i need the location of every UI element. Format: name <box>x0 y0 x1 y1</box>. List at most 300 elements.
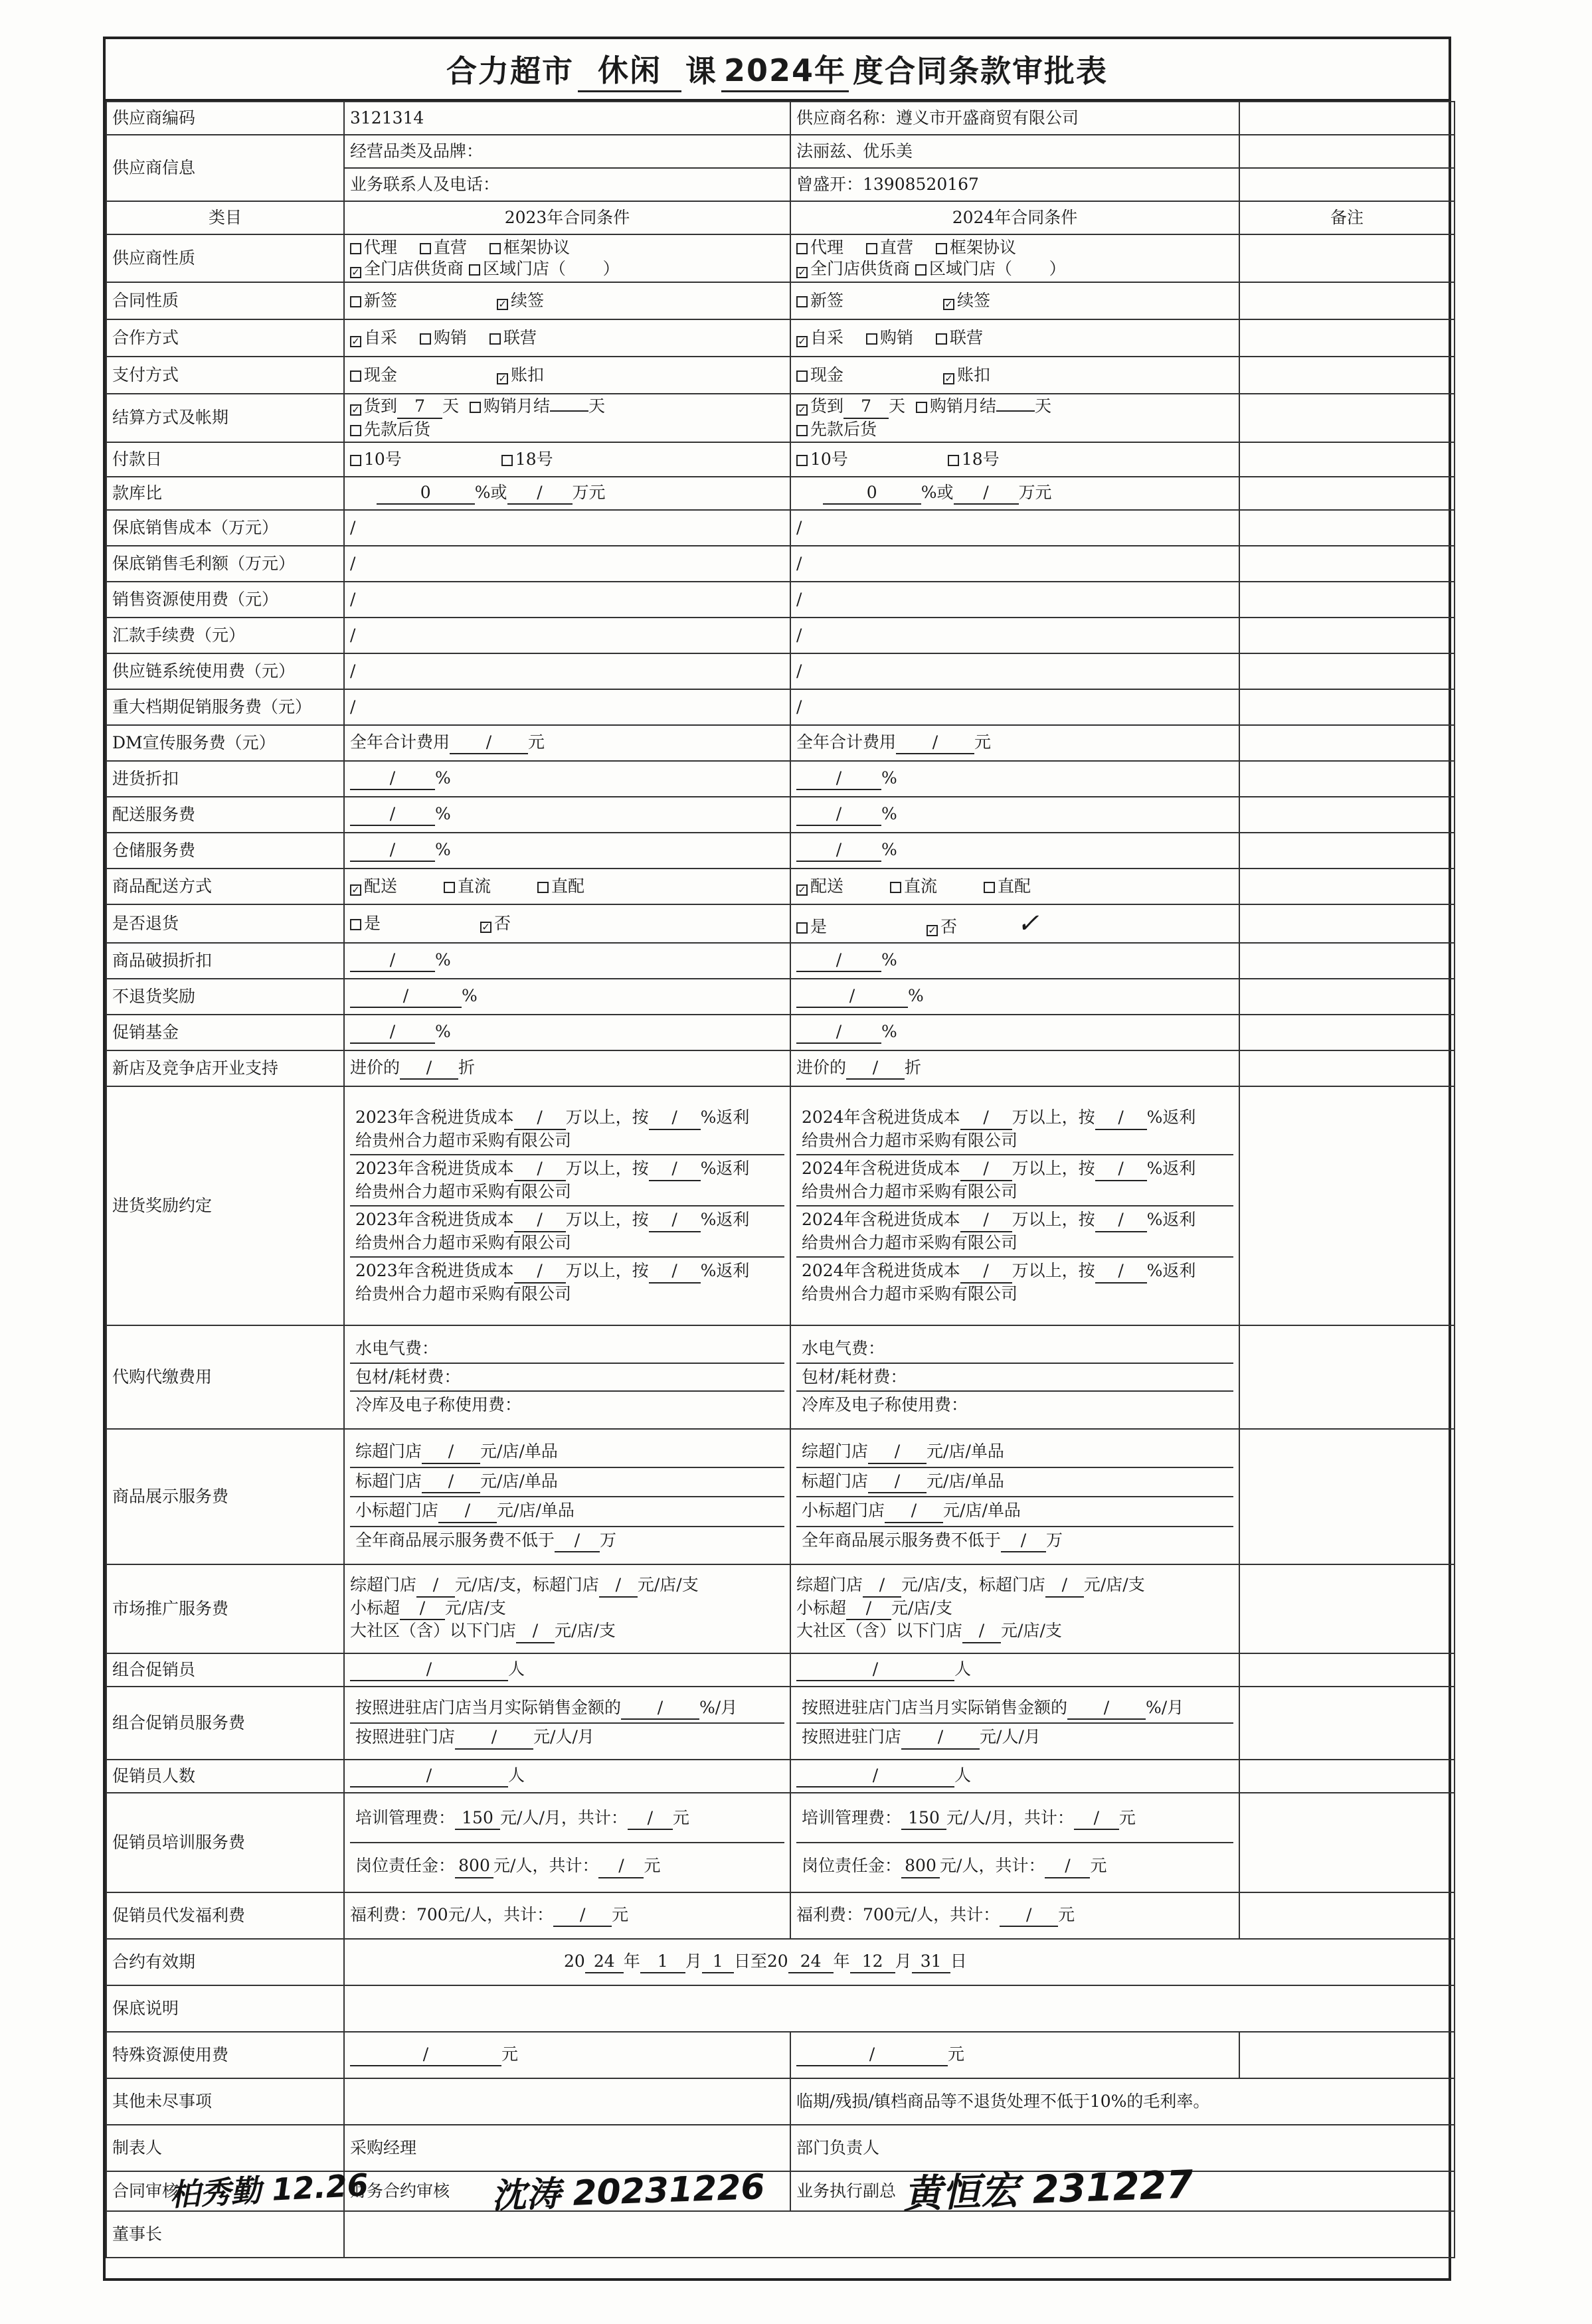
text-opts-xinqian: 新签 <box>364 290 398 310</box>
text-vals-reward-b: 万以上，按 <box>565 1210 649 1229</box>
text-vals-v-24: 24 <box>585 1951 624 1974</box>
text-vals-slash: / <box>438 1500 497 1523</box>
checkbox[interactable] <box>350 296 361 307</box>
text-title-prefix: 合力超市 <box>446 53 574 89</box>
text-vals-reward-d: 给贵州合力超市采购有限公司 <box>355 1232 572 1252</box>
text-vals-slash: / <box>790 653 1239 689</box>
checkbox[interactable] <box>350 371 361 382</box>
text-vals-slash: / <box>598 1855 644 1878</box>
text-vals-slash: / <box>863 1574 901 1598</box>
text-vals-slash: / <box>885 1500 943 1523</box>
text-opts-xianjin: 现金 <box>810 365 844 384</box>
text-opts-xiankuan: 先款后货 <box>364 419 431 439</box>
text-opts-peisong: 配送 <box>364 876 398 896</box>
text-vals-cold: 冷库及电子称使用费： <box>355 1395 522 1415</box>
text-vals-reward-2024-a: 2024年含税进货成本 <box>802 1108 960 1127</box>
text-vals-mk-dashequ: 大社区（含）以下门店 <box>796 1621 963 1641</box>
text-vals-deposit: 岗位责任金： <box>802 1856 902 1875</box>
text-opts-lianying: 联营 <box>503 327 537 347</box>
text-vals-slash: / <box>350 950 435 973</box>
checkbox-checked[interactable]: ✓ <box>350 404 361 416</box>
col-item: 类目 <box>106 201 344 234</box>
nature-2023 <box>344 234 790 282</box>
text-vals-zongchao: 综超门店 <box>355 1442 422 1461</box>
text-title-year: 2024年 <box>721 46 849 92</box>
text-vals-utility: 水电气费： <box>796 1335 1233 1364</box>
text-vals-v-24: 24 <box>788 1951 834 1974</box>
checkbox[interactable] <box>796 243 808 254</box>
text-vals-slash: / <box>796 839 881 863</box>
text-rows-storage-fee: 仓储服务费 <box>106 833 344 869</box>
checkbox-checked[interactable]: ✓ <box>943 373 954 384</box>
text-vals-reward-b: 万以上，按 <box>1012 1159 1095 1178</box>
text-vals-slash: / <box>960 1260 1012 1284</box>
text-vals-per-person: 元/人/月，共计： <box>946 1807 1074 1827</box>
text-vals-wan: 万 <box>1046 1530 1063 1550</box>
checkbox-checked[interactable]: ✓ <box>497 373 508 384</box>
text-vals-deposit-unit: 元/人，共计： <box>940 1856 1045 1875</box>
text-vals-per-store-stick: 元/店/支 <box>637 1575 699 1595</box>
signature-purchase-manager: 沈涛 20231226 <box>491 2167 766 2217</box>
text-rows-display: 商品展示服务费 <box>106 1429 344 1564</box>
text-vals-slash: / <box>1095 1158 1147 1181</box>
text-vals-yuan: 元 <box>612 1904 629 1924</box>
form-title <box>106 39 1449 101</box>
text-vals-slash: / <box>901 1726 980 1750</box>
text-vals-zhe: 折 <box>905 1057 922 1077</box>
text-vals-reward-d: 给贵州合力超市采购有限公司 <box>355 1284 572 1303</box>
text-rows-major-promo: 重大档期促销服务费（元） <box>106 689 344 725</box>
text-opts-hao18: 18号 <box>515 449 553 469</box>
checkbox[interactable] <box>796 296 808 307</box>
col-2024: 2024年合同条件 <box>790 201 1239 234</box>
text-vals-mk-xiaobiao: 小标超 <box>350 1598 400 1618</box>
text-vals-per-store-sku: 元/店/单品 <box>497 1501 575 1520</box>
text-vals-slash: / <box>350 985 462 1009</box>
checkbox-checked[interactable]: ✓ <box>927 925 938 936</box>
reward-2023 <box>344 1086 790 1325</box>
text-rows-validity: 合约有效期 <box>106 1939 344 1985</box>
text-vals-slash: / <box>344 582 790 618</box>
form-table <box>106 101 1455 2258</box>
text-vals-training-amt: 150 <box>901 1807 946 1831</box>
text-opts-hao10: 10号 <box>364 449 402 469</box>
checkbox-checked[interactable]: ✓ <box>796 884 808 896</box>
text-vals-slash: / <box>416 1574 455 1598</box>
text-opts-xiankuan: 先款后货 <box>810 419 877 439</box>
text-opts-close-paren: ） <box>1049 259 1066 278</box>
text-opts-daili: 代理 <box>364 237 398 257</box>
checkbox[interactable] <box>948 455 959 466</box>
text-opts-kuangjia: 框架协议 <box>503 237 571 257</box>
handwritten-check-mark: ✓ <box>1017 908 1039 939</box>
text-vals-jinjia: 进价的 <box>350 1057 400 1077</box>
text-vals-yuan: 元 <box>1058 1904 1075 1924</box>
text-vals-reward-d: 给贵州合力超市采购有限公司 <box>802 1232 1018 1252</box>
text-vals-xiaobiao: 小标超门店 <box>355 1501 439 1520</box>
text-opts-gouxiaoyuejie: 购销月结 <box>930 396 997 416</box>
text-vals-packaging: 包材/耗材费： <box>350 1364 784 1392</box>
text-vals-slash: / <box>344 618 790 653</box>
text-vals-slash: / <box>514 1107 566 1130</box>
text-vals-reward-c: %返利 <box>1146 1159 1196 1178</box>
checkbox[interactable] <box>866 333 877 345</box>
text-vals-slash: / <box>350 803 435 827</box>
text-vals-per-store-sku: 元/店/单品 <box>480 1471 558 1491</box>
text-vals-slash: / <box>1095 1209 1147 1232</box>
text-vals-slash: / <box>1045 1855 1090 1878</box>
text-vals-slash: / <box>790 618 1239 653</box>
text-opts-zicai: 自采 <box>364 327 398 347</box>
text-opts-zhangkou: 账扣 <box>957 365 991 384</box>
checkbox[interactable] <box>866 243 877 254</box>
text-vals-cold: 冷库及电子称使用费： <box>802 1395 968 1415</box>
text-vals-yuan: 元 <box>948 2044 965 2064</box>
text-vals-slash: / <box>868 1441 927 1464</box>
text-vals-slash: / <box>962 1620 1001 1643</box>
text-vals-reward-2023-a: 2023年含税进货成本 <box>355 1108 514 1127</box>
text-vals-slash: / <box>514 1260 566 1284</box>
text-opts-shi: 是 <box>364 913 381 933</box>
text-rows-chairman: 董事长 <box>106 2211 344 2258</box>
checkbox-checked[interactable]: ✓ <box>796 336 808 347</box>
checkbox[interactable] <box>350 243 361 254</box>
text-title-middle: 课 <box>685 53 717 89</box>
checkbox[interactable] <box>420 243 431 254</box>
text-vals-slash: / <box>960 1107 1012 1130</box>
text-opts-tian: 天 <box>588 396 606 416</box>
text-vals-reward-d: 给贵州合力超市采购有限公司 <box>802 1284 1018 1303</box>
text-opts-quyu: 区域门店（ <box>929 259 1012 278</box>
text-opts-zhiliu: 直流 <box>458 876 491 896</box>
signature-maker: 柏秀勤 12.26 <box>168 2167 369 2213</box>
text-vals-slash: / <box>516 1620 555 1643</box>
text-vals-reward-2024-a: 2024年含税进货成本 <box>802 1210 960 1229</box>
text-vals-slash: / <box>796 1021 881 1044</box>
text-header-brand-label: 经营品类及品牌： <box>344 135 790 168</box>
text-vals-ren: 人 <box>508 1765 525 1785</box>
checkbox[interactable] <box>469 264 480 276</box>
text-rows-combo-promoter: 组合促销员 <box>106 1653 344 1687</box>
text-rows-purchase-mgr: 采购经理 <box>344 2125 790 2171</box>
checkbox[interactable] <box>470 402 481 413</box>
text-vals-jinjia: 进价的 <box>796 1057 847 1077</box>
text-vals-per-store-sku: 元/店/单品 <box>480 1442 558 1461</box>
text-vals-pct: % <box>881 950 897 969</box>
text-vals-reward-2024-a: 2024年含税进货成本 <box>802 1261 960 1280</box>
text-vals-training-amt: 150 <box>455 1807 500 1831</box>
text-opts-huodao: 货到 <box>364 396 398 416</box>
text-rows-guarantee-note: 保底说明 <box>106 1985 344 2032</box>
contact-value: 曾盛开：13908520167 <box>790 168 1239 201</box>
checkbox[interactable] <box>796 922 808 934</box>
checkbox[interactable] <box>350 455 361 466</box>
text-opts-zhipei: 直配 <box>551 876 585 896</box>
text-rows-delivery-fee: 配送服务费 <box>106 797 344 833</box>
text-opts-zhiying: 直营 <box>880 237 914 257</box>
text-vals-pct: % <box>435 950 451 969</box>
text-opts-quyu: 区域门店（ <box>482 259 566 278</box>
text-vals-training: 培训管理费： <box>802 1807 902 1827</box>
text-vals-reward-2023-a: 2023年含税进货成本 <box>355 1210 514 1229</box>
text-rows-special-resource: 特殊资源使用费 <box>106 2032 344 2078</box>
text-vals-pct: % <box>881 1021 897 1041</box>
text-vals-ren: 人 <box>508 1659 525 1679</box>
text-vals-pct: % <box>881 768 897 788</box>
text-rows-contract-review: 合同审核 <box>106 2171 344 2211</box>
text-vals-v-yue: 月 <box>685 1951 702 1971</box>
text-vals-slash: / <box>1001 1530 1046 1553</box>
other-terms-2024: 临期/残损/镇档商品等不退货处理不低于10%的毛利率。 <box>790 2078 1455 2125</box>
text-vals-zhe: 折 <box>458 1057 476 1077</box>
text-vals-slash: / <box>649 1260 701 1284</box>
text-rows-maker: 制表人 <box>106 2125 344 2171</box>
supplier-info-label: 供应商信息 <box>106 135 344 201</box>
text-vals-pct: % <box>462 985 478 1005</box>
text-vals-slash: / <box>790 546 1239 582</box>
text-vals-reward-d: 给贵州合力超市采购有限公司 <box>355 1181 572 1201</box>
text-vals-reward-d: 给贵州合力超市采购有限公司 <box>355 1130 572 1150</box>
text-vals-reward-b: 万以上，按 <box>1012 1108 1095 1127</box>
contract-approval-form <box>103 37 1451 2281</box>
text-rows-combo-promoter-fee: 组合促销员服务费 <box>106 1687 344 1760</box>
text-vals-biaochao: 标超门店 <box>802 1471 869 1491</box>
text-vals-reward-c: %返利 <box>700 1210 750 1229</box>
text-vals-wan: 万 <box>600 1530 617 1550</box>
text-opts-zhangkou: 账扣 <box>511 365 545 384</box>
text-rows-exec-vp: 业务执行副总 <box>790 2171 1455 2211</box>
text-rows-promo-fund: 促销基金 <box>106 1015 344 1050</box>
text-opts-quanmendian: 全门店供货商 <box>810 259 911 278</box>
text-vals-mk-zongchao: 综超门店 <box>796 1575 863 1595</box>
text-vals-slash: / <box>649 1107 701 1130</box>
text-vals-mk-biao: 元/店/支，标超门店 <box>455 1575 599 1595</box>
text-opts-peisong: 配送 <box>810 876 844 896</box>
text-rows-no-return-reward: 不退货奖励 <box>106 979 344 1015</box>
text-vals-slash: / <box>350 1659 508 1682</box>
checkbox[interactable] <box>915 264 927 276</box>
text-opts-quanmendian: 全门店供货商 <box>364 259 464 278</box>
text-rows-scm-fee: 供应链系统使用费（元） <box>106 653 344 689</box>
text-rows-dm: DM宣传服务费（元） <box>106 725 344 761</box>
text-vals-per-store-stick: 元/店/支 <box>445 1598 506 1618</box>
text-vals-yuan: 元 <box>672 1807 689 1827</box>
text-vals-slash: / <box>796 2044 948 2067</box>
checkbox[interactable] <box>984 882 995 893</box>
nature-2024 <box>790 234 1239 282</box>
text-vals-slash: / <box>796 985 908 1009</box>
text-rows-pay: 支付方式 <box>106 357 344 394</box>
text-vals-slash: / <box>400 1598 445 1621</box>
text-vals-reward-2024-a: 2024年含税进货成本 <box>802 1159 960 1178</box>
text-opts-daili: 代理 <box>810 237 844 257</box>
text-vals-slash: / <box>455 1726 533 1750</box>
text-vals-utility: 水电气费： <box>350 1335 784 1364</box>
checkbox[interactable] <box>350 919 361 930</box>
text-vals-slash: / <box>400 1057 458 1080</box>
text-vals-pct-or: %或 <box>474 482 507 502</box>
text-vals-v-nian: 年 <box>833 1951 850 1971</box>
text-rows-other: 其他未尽事项 <box>106 2078 344 2125</box>
checkbox[interactable] <box>444 882 455 893</box>
text-vals-reward-d: 给贵州合力超市采购有限公司 <box>802 1130 1018 1150</box>
text-vals-per-store-stick: 元/店/支 <box>555 1621 616 1641</box>
text-vals-slash: / <box>649 1158 701 1181</box>
text-vals-reward-c: %返利 <box>1146 1210 1196 1229</box>
checkbox-checked[interactable]: ✓ <box>796 267 808 278</box>
text-rows-reward: 进货奖励约定 <box>106 1086 344 1325</box>
text-vals-slash: / <box>960 1158 1012 1181</box>
text-vals-deposit-amt: 800 <box>901 1855 940 1878</box>
text-opts-xianjin: 现金 <box>364 365 398 384</box>
text-vals-reward-c: %返利 <box>700 1159 750 1178</box>
text-vals-welfare: 福利费：700元/人，共计： <box>796 1904 1000 1924</box>
text-vals-slash: / <box>1045 1574 1084 1598</box>
checkbox[interactable] <box>936 243 947 254</box>
text-vals-slash: / <box>1095 1260 1147 1284</box>
text-vals-per-store-sku: 元/店/单品 <box>927 1442 1004 1461</box>
checkbox[interactable] <box>489 333 501 345</box>
text-vals-zero: 0 <box>823 482 921 505</box>
text-vals-slash: / <box>344 689 790 725</box>
text-vals-reward-c: %返利 <box>700 1261 750 1280</box>
text-vals-v-nian: 年 <box>623 1951 640 1971</box>
text-vals-xiaobiao: 小标超门店 <box>802 1501 885 1520</box>
text-vals-per-store-stick: 元/店/支 <box>1083 1575 1145 1595</box>
text-vals-slash: / <box>422 1471 480 1494</box>
text-vals-annual-display: 全年商品展示服务费不低于 <box>802 1530 1002 1550</box>
text-vals-reward-c: %返利 <box>1146 1261 1196 1280</box>
text-vals-slash: / <box>514 1209 566 1232</box>
text-vals-pct: % <box>881 839 897 859</box>
checkbox[interactable] <box>796 455 808 466</box>
text-vals-pct: % <box>435 839 451 859</box>
checkbox[interactable] <box>916 402 927 413</box>
text-vals-reward-d: 给贵州合力超市采购有限公司 <box>802 1181 1018 1201</box>
text-vals-slash: / <box>1074 1807 1119 1831</box>
text-vals-ren: 人 <box>954 1659 972 1679</box>
checkbox[interactable] <box>350 425 361 436</box>
checkbox-checked[interactable]: ✓ <box>497 299 508 310</box>
text-rows-remit-fee: 汇款手续费（元） <box>106 618 344 653</box>
checkbox[interactable] <box>501 455 513 466</box>
checkbox-checked[interactable]: ✓ <box>943 299 954 310</box>
text-vals-annual-total: 全年合计费用 <box>796 732 897 752</box>
text-opts-tian: 天 <box>442 396 460 416</box>
text-opts-zicai: 自采 <box>810 327 844 347</box>
checkbox[interactable] <box>796 371 808 382</box>
checkbox-checked[interactable]: ✓ <box>480 922 491 933</box>
text-rows-resource-fee: 销售资源使用费（元） <box>106 582 344 618</box>
text-rows-promoter-count: 促销员人数 <box>106 1760 344 1793</box>
checkbox[interactable] <box>890 882 901 893</box>
text-vals-slash: / <box>868 1471 927 1494</box>
signature-department-head: 黄恒宏 231227 <box>903 2161 1194 2217</box>
checkbox-checked[interactable]: ✓ <box>350 267 361 278</box>
text-rows-new-store: 新店及竞争店开业支持 <box>106 1050 344 1086</box>
text-opts-gouxiao: 购销 <box>880 327 914 347</box>
text-opts-kuangjia: 框架协议 <box>950 237 1017 257</box>
checkbox[interactable] <box>420 333 431 345</box>
text-vals-yuan: 元 <box>644 1856 661 1875</box>
text-vals-v-31: 31 <box>912 1951 950 1974</box>
text-vals-reward-b: 万以上，按 <box>565 1108 649 1127</box>
text-vals-slash: / <box>790 582 1239 618</box>
text-vals-mk-biao: 元/店/支，标超门店 <box>901 1575 1045 1595</box>
text-vals-wanyuan: 万元 <box>572 482 606 502</box>
text-rows-dept-head: 部门负责人 <box>790 2125 1455 2171</box>
text-opts-zhiying: 直营 <box>434 237 468 257</box>
text-vals-wanyuan: 万元 <box>1018 482 1052 502</box>
checkbox-checked[interactable]: ✓ <box>350 884 361 896</box>
col-2023: 2023年合同条件 <box>344 201 790 234</box>
checkbox-checked[interactable]: ✓ <box>350 336 361 347</box>
text-vals-deposit-unit: 元/人，共计： <box>493 1856 599 1875</box>
text-rows-damage: 商品破损折扣 <box>106 943 344 979</box>
checkbox[interactable] <box>796 425 808 436</box>
text-vals-deposit-amt: 800 <box>455 1855 493 1878</box>
text-opts-fou: 否 <box>940 917 958 936</box>
text-vals-mk-dashequ: 大社区（含）以下门店 <box>350 1621 517 1641</box>
text-vals-combo-by-store: 按照进驻门店 <box>802 1727 902 1746</box>
text-vals-per-store-stick: 元/店/支 <box>891 1598 952 1618</box>
text-vals-per-person: 元/人/月，共计： <box>500 1807 628 1827</box>
checkbox[interactable] <box>537 882 549 893</box>
text-vals-slash: / <box>796 1659 954 1682</box>
text-vals-yuan: 元 <box>501 2044 519 2064</box>
brand-value: 法丽兹、优乐美 <box>790 135 1239 168</box>
text-vals-slash: / <box>846 1057 905 1080</box>
text-vals-packaging: 包材/耗材费： <box>796 1364 1233 1392</box>
text-rows-payday: 付款日 <box>106 442 344 477</box>
checkbox[interactable] <box>489 243 501 254</box>
checkbox-checked[interactable]: ✓ <box>796 404 808 416</box>
text-vals-combo-by-sales: 按照进驻店门店当月实际销售金额的 <box>355 1697 622 1717</box>
text-vals-pct: % <box>435 1021 451 1041</box>
text-rows-delivery-mode: 商品配送方式 <box>106 869 344 904</box>
text-vals-slash: / <box>796 768 881 791</box>
text-vals-slash: / <box>1067 1697 1146 1720</box>
text-opts-lianying: 联营 <box>950 327 984 347</box>
text-vals-pct: % <box>881 803 897 823</box>
text-opts-huodao: 货到 <box>810 396 844 416</box>
text-opts-xuqian: 续签 <box>511 290 545 310</box>
text-vals-yuan: 元 <box>528 732 545 752</box>
text-vals-v-20: 20 <box>564 1951 585 1971</box>
text-vals-slash: / <box>350 1021 435 1044</box>
text-vals-slash: / <box>1095 1107 1147 1130</box>
supplier-name: 供应商名称：遵义市开盛商贸有限公司 <box>790 102 1239 135</box>
text-vals-slash: / <box>350 839 435 863</box>
text-vals-slash: / <box>450 732 528 755</box>
text-vals-days: 7 <box>397 396 442 419</box>
text-vals-annual-total: 全年合计费用 <box>350 732 450 752</box>
text-vals-slash: / <box>344 510 790 546</box>
text-vals-slash: / <box>796 803 881 827</box>
text-vals-v-1: 1 <box>640 1951 685 1974</box>
text-opts-zhipei: 直配 <box>998 876 1031 896</box>
text-vals-slash: / <box>960 1209 1012 1232</box>
text-rows-guarantee-margin: 保底销售毛利额（万元） <box>106 546 344 582</box>
text-rows-promoter-welfare: 促销员代发福利费 <box>106 1892 344 1939</box>
text-vals-slash: / <box>790 689 1239 725</box>
text-vals-v-yue: 月 <box>895 1951 912 1971</box>
text-vals-combo-by-sales: 按照进驻店门店当月实际销售金额的 <box>802 1697 1068 1717</box>
text-vals-pct-or: %或 <box>921 482 954 502</box>
dept-field: 休闲 <box>578 46 681 92</box>
checkbox[interactable] <box>936 333 947 345</box>
col-remark: 备注 <box>1239 201 1455 234</box>
